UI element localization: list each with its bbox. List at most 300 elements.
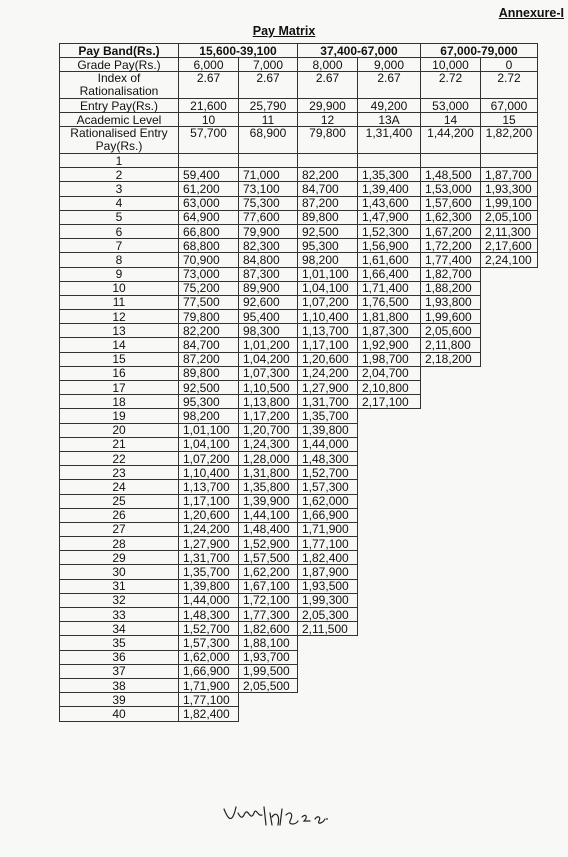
pay-cell: 1,92,900 (358, 338, 421, 352)
pay-cell: 82,300 (239, 239, 298, 253)
pay-cell (421, 466, 481, 480)
stage-row (60, 522, 538, 536)
pay-cell: 1,72,100 (239, 593, 298, 607)
pay-cell (421, 537, 481, 551)
academic-level-cell: 14 (421, 113, 481, 127)
stage-row (60, 451, 538, 465)
pay-cell: 59,400 (179, 168, 239, 182)
stage-number: 14 (60, 338, 179, 352)
academic-level-cell: 11 (239, 113, 298, 127)
stage-row (60, 168, 538, 182)
pay-cell (421, 508, 481, 522)
pay-cell: 1,62,200 (239, 565, 298, 579)
entry-pay-label: Entry Pay(Rs.) (60, 99, 179, 113)
stage-row (60, 239, 538, 253)
pay-cell: 1,17,100 (179, 494, 239, 508)
pay-cell (358, 409, 421, 423)
stage-row (60, 664, 538, 678)
pay-cell (358, 423, 421, 437)
stage-row (60, 678, 538, 692)
pay-cell (239, 154, 298, 168)
pay-cell: 1,44,000 (298, 437, 358, 451)
stage-row (60, 182, 538, 196)
pay-cell: 1,20,700 (239, 423, 298, 437)
stage-row (60, 707, 538, 721)
pay-cell: 84,700 (298, 182, 358, 196)
pay-cell: 1,66,400 (358, 267, 421, 281)
pay-cell: 79,900 (239, 224, 298, 238)
pay-cell (421, 451, 481, 465)
pay-cell: 2,10,800 (358, 381, 421, 395)
stage-row (60, 253, 538, 267)
pay-cell: 1,24,200 (179, 522, 239, 536)
pay-cell: 1,57,300 (298, 480, 358, 494)
pay-cell: 1,57,600 (421, 196, 481, 210)
pay-cell: 1,24,300 (239, 437, 298, 451)
pay-cell: 1,04,100 (179, 437, 239, 451)
pay-cell: 1,35,800 (239, 480, 298, 494)
pay-cell (358, 707, 421, 721)
stage-number: 36 (60, 650, 179, 664)
pay-cell: 2,05,300 (298, 608, 358, 622)
pay-cell (421, 707, 481, 721)
pay-cell: 92,500 (298, 224, 358, 238)
pay-cell (481, 437, 538, 451)
pay-cell: 1,57,500 (239, 551, 298, 565)
pay-cell: 1,93,500 (298, 579, 358, 593)
pay-cell: 1,10,500 (239, 381, 298, 395)
pay-cell: 1,93,700 (239, 650, 298, 664)
pay-cell: 1,07,200 (298, 295, 358, 309)
pay-cell (358, 494, 421, 508)
stage-row (60, 224, 538, 238)
pay-cell (421, 664, 481, 678)
pay-cell (358, 565, 421, 579)
pay-cell: 1,31,700 (298, 395, 358, 409)
stage-row (60, 537, 538, 551)
rationalised-cell: 1,82,200 (481, 127, 538, 154)
pay-cell: 1,10,400 (179, 466, 239, 480)
pay-cell: 1,35,300 (358, 168, 421, 182)
pay-cell: 1,35,700 (298, 409, 358, 423)
stage-number: 29 (60, 551, 179, 565)
index-cell: 2.67 (358, 72, 421, 99)
pay-cell: 98,200 (298, 253, 358, 267)
pay-cell: 1,67,200 (421, 224, 481, 238)
pay-cell: 1,13,800 (239, 395, 298, 409)
pay-cell (421, 366, 481, 380)
stage-row (60, 395, 538, 409)
pay-cell (421, 494, 481, 508)
pay-cell: 1,48,300 (298, 451, 358, 465)
pay-cell (298, 693, 358, 707)
pay-cell (421, 622, 481, 636)
stage-row (60, 508, 538, 522)
pay-cell (481, 650, 538, 664)
stage-row (60, 423, 538, 437)
pay-cell (358, 551, 421, 565)
grade-pay-cell: 8,000 (298, 58, 358, 72)
pay-cell (421, 693, 481, 707)
pay-cell: 2,11,800 (421, 338, 481, 352)
pay-cell: 1,62,000 (298, 494, 358, 508)
pay-cell: 1,52,700 (179, 622, 239, 636)
grade-pay-cell: 6,000 (179, 58, 239, 72)
pay-cell: 1,31,700 (179, 551, 239, 565)
grade-pay-row (60, 58, 538, 72)
stage-row (60, 295, 538, 309)
index-cell: 2.72 (421, 72, 481, 99)
entry-pay-row (60, 99, 538, 113)
stage-number: 5 (60, 210, 179, 224)
pay-cell: 1,43,600 (358, 196, 421, 210)
pay-cell (358, 593, 421, 607)
index-label: Index of Rationalisation (60, 72, 179, 99)
pay-cell (481, 622, 538, 636)
pay-cell: 1,88,100 (239, 636, 298, 650)
pay-cell: 1,52,700 (298, 466, 358, 480)
pay-cell: 1,17,100 (298, 338, 358, 352)
pay-cell: 1,20,600 (298, 352, 358, 366)
pay-cell (481, 423, 538, 437)
academic-level-cell: 12 (298, 113, 358, 127)
pay-cell (421, 154, 481, 168)
pay-cell: 1,77,300 (239, 608, 298, 622)
rationalised-label: Rationalised Entry Pay(Rs.) (60, 127, 179, 154)
pay-cell: 1,72,200 (421, 239, 481, 253)
pay-cell (298, 636, 358, 650)
pay-cell: 82,200 (179, 324, 239, 338)
pay-cell: 1,04,100 (298, 281, 358, 295)
pay-cell: 1,39,800 (179, 579, 239, 593)
stage-row (60, 593, 538, 607)
pay-cell (481, 608, 538, 622)
pay-cell (358, 537, 421, 551)
stage-row (60, 693, 538, 707)
entry-pay-cell: 53,000 (421, 99, 481, 113)
pay-cell: 1,71,900 (179, 678, 239, 692)
stage-row (60, 154, 538, 168)
pay-cell (481, 466, 538, 480)
pay-cell: 1,66,900 (298, 508, 358, 522)
pay-cell (481, 154, 538, 168)
pay-cell (298, 664, 358, 678)
pay-cell (481, 310, 538, 324)
pay-cell: 1,44,000 (179, 593, 239, 607)
pay-cell: 2,18,200 (421, 352, 481, 366)
pay-cell: 95,300 (298, 239, 358, 253)
academic-level-label: Academic Level (60, 113, 179, 127)
pay-cell: 1,82,400 (298, 551, 358, 565)
pay-cell: 92,500 (179, 381, 239, 395)
pay-cell (481, 707, 538, 721)
pay-cell: 71,000 (239, 168, 298, 182)
pay-cell: 1,39,900 (239, 494, 298, 508)
pay-cell (358, 608, 421, 622)
pay-cell: 1,01,200 (239, 338, 298, 352)
pay-cell: 2,05,600 (421, 324, 481, 338)
pay-cell (481, 636, 538, 650)
pay-cell (358, 437, 421, 451)
pay-cell (421, 608, 481, 622)
stage-number: 27 (60, 522, 179, 536)
page-title: Pay Matrix (252, 24, 316, 38)
pay-cell (358, 466, 421, 480)
pay-cell (358, 451, 421, 465)
pay-cell: 1,20,600 (179, 508, 239, 522)
pay-cell: 1,04,200 (239, 352, 298, 366)
pay-cell (421, 650, 481, 664)
entry-pay-cell: 21,600 (179, 99, 239, 113)
pay-cell: 1,07,300 (239, 366, 298, 380)
pay-cell: 89,800 (298, 210, 358, 224)
stage-number: 35 (60, 636, 179, 650)
grade-pay-cell: 0 (481, 58, 538, 72)
grade-pay-label: Grade Pay(Rs.) (60, 58, 179, 72)
entry-pay-cell: 49,200 (358, 99, 421, 113)
pay-cell: 2,11,300 (481, 224, 538, 238)
pay-cell: 73,000 (179, 267, 239, 281)
stage-row (60, 324, 538, 338)
stage-number: 32 (60, 593, 179, 607)
pay-cell (481, 324, 538, 338)
index-cell: 2.67 (298, 72, 358, 99)
pay-band-label: Pay Band(Rs.) (60, 44, 179, 58)
pay-cell (358, 508, 421, 522)
pay-cell: 1,48,500 (421, 168, 481, 182)
pay-cell (481, 537, 538, 551)
stage-row (60, 196, 538, 210)
pay-cell: 77,500 (179, 295, 239, 309)
pay-cell (421, 678, 481, 692)
academic-level-cell: 15 (481, 113, 538, 127)
pay-cell: 1,99,300 (298, 593, 358, 607)
pay-cell: 2,04,700 (358, 366, 421, 380)
entry-pay-cell: 29,900 (298, 99, 358, 113)
pay-cell (358, 693, 421, 707)
stage-number: 34 (60, 622, 179, 636)
stage-number: 1 (60, 154, 179, 168)
stage-row (60, 409, 538, 423)
stage-number: 21 (60, 437, 179, 451)
pay-cell: 1,99,500 (239, 664, 298, 678)
stage-number: 20 (60, 423, 179, 437)
pay-cell: 79,800 (179, 310, 239, 324)
pay-cell (481, 565, 538, 579)
stage-number: 3 (60, 182, 179, 196)
pay-cell (239, 707, 298, 721)
pay-cell: 1,82,700 (421, 267, 481, 281)
pay-cell: 1,48,400 (239, 522, 298, 536)
stage-number: 38 (60, 678, 179, 692)
pay-cell: 1,35,700 (179, 565, 239, 579)
pay-cell: 1,27,900 (179, 537, 239, 551)
rationalised-cell: 1,44,200 (421, 127, 481, 154)
pay-cell (358, 579, 421, 593)
pay-cell (421, 579, 481, 593)
stage-row (60, 480, 538, 494)
pay-cell: 1,71,900 (298, 522, 358, 536)
stage-number: 17 (60, 381, 179, 395)
pay-cell (421, 381, 481, 395)
pay-cell: 1,82,400 (179, 707, 239, 721)
pay-cell (358, 664, 421, 678)
pay-cell: 89,800 (179, 366, 239, 380)
stage-row (60, 310, 538, 324)
pay-cell (481, 381, 538, 395)
stage-row (60, 551, 538, 565)
stage-number: 37 (60, 664, 179, 678)
pay-cell (481, 352, 538, 366)
stage-number: 23 (60, 466, 179, 480)
pay-cell: 1,62,300 (421, 210, 481, 224)
pay-cell: 89,900 (239, 281, 298, 295)
rationalised-cell: 57,700 (179, 127, 239, 154)
pay-cell (481, 678, 538, 692)
pay-cell: 1,01,100 (298, 267, 358, 281)
pay-cell (421, 409, 481, 423)
rationalised-row (60, 127, 538, 154)
stage-number: 39 (60, 693, 179, 707)
pay-cell: 1,31,800 (239, 466, 298, 480)
pay-cell: 92,600 (239, 295, 298, 309)
pay-cell: 1,88,200 (421, 281, 481, 295)
pay-band-1: 15,600-39,100 (179, 44, 298, 58)
index-cell: 2.72 (481, 72, 538, 99)
pay-cell: 1,39,400 (358, 182, 421, 196)
rationalised-cell: 68,900 (239, 127, 298, 154)
stage-number: 24 (60, 480, 179, 494)
pay-cell: 73,100 (239, 182, 298, 196)
stage-row (60, 352, 538, 366)
pay-cell: 2,17,100 (358, 395, 421, 409)
pay-cell: 2,24,100 (481, 253, 538, 267)
stage-number: 30 (60, 565, 179, 579)
pay-cell: 64,900 (179, 210, 239, 224)
stage-row (60, 494, 538, 508)
pay-cell (481, 338, 538, 352)
pay-cell: 1,27,900 (298, 381, 358, 395)
pay-cell (481, 579, 538, 593)
pay-cell (358, 678, 421, 692)
stage-number: 26 (60, 508, 179, 522)
pay-cell: 1,47,900 (358, 210, 421, 224)
pay-cell: 2,05,500 (239, 678, 298, 692)
pay-cell (481, 395, 538, 409)
pay-cell: 1,61,600 (358, 253, 421, 267)
pay-cell (421, 593, 481, 607)
pay-cell: 1,10,400 (298, 310, 358, 324)
pay-cell: 84,800 (239, 253, 298, 267)
pay-cell (481, 551, 538, 565)
pay-band-3: 67,000-79,000 (421, 44, 538, 58)
entry-pay-cell: 25,790 (239, 99, 298, 113)
pay-cell: 1,81,800 (358, 310, 421, 324)
academic-level-cell: 13A (358, 113, 421, 127)
stage-number: 11 (60, 295, 179, 309)
pay-cell (421, 565, 481, 579)
pay-cell: 1,77,400 (421, 253, 481, 267)
stage-row (60, 281, 538, 295)
pay-cell: 1,77,100 (179, 693, 239, 707)
pay-cell (421, 423, 481, 437)
pay-cell (481, 281, 538, 295)
stage-row (60, 366, 538, 380)
pay-cell (358, 480, 421, 494)
stage-number: 19 (60, 409, 179, 423)
stage-row (60, 381, 538, 395)
pay-cell (358, 650, 421, 664)
pay-cell (358, 622, 421, 636)
pay-cell (298, 707, 358, 721)
pay-cell: 2,05,100 (481, 210, 538, 224)
pay-cell: 1,99,100 (481, 196, 538, 210)
stage-row (60, 636, 538, 650)
pay-cell: 87,200 (298, 196, 358, 210)
pay-cell: 1,87,700 (481, 168, 538, 182)
pay-matrix-table (59, 43, 538, 722)
stage-number: 25 (60, 494, 179, 508)
pay-cell: 1,98,700 (358, 352, 421, 366)
pay-cell (481, 693, 538, 707)
pay-cell: 1,56,900 (358, 239, 421, 253)
pay-cell: 1,71,400 (358, 281, 421, 295)
pay-cell: 1,52,900 (239, 537, 298, 551)
stage-row (60, 338, 538, 352)
pay-cell (481, 451, 538, 465)
stage-row (60, 267, 538, 281)
pay-cell: 1,87,300 (358, 324, 421, 338)
pay-cell (481, 366, 538, 380)
stage-number: 22 (60, 451, 179, 465)
pay-cell (421, 437, 481, 451)
pay-cell: 1,99,600 (421, 310, 481, 324)
stage-number: 8 (60, 253, 179, 267)
stage-number: 40 (60, 707, 179, 721)
stage-number: 7 (60, 239, 179, 253)
pay-cell: 1,13,700 (179, 480, 239, 494)
pay-cell: 1,93,800 (421, 295, 481, 309)
stage-row (60, 565, 538, 579)
pay-cell (358, 522, 421, 536)
pay-cell (421, 480, 481, 494)
index-cell: 2.67 (239, 72, 298, 99)
stage-row (60, 210, 538, 224)
index-cell: 2.67 (179, 72, 239, 99)
stage-row (60, 437, 538, 451)
grade-pay-cell: 7,000 (239, 58, 298, 72)
pay-cell: 1,57,300 (179, 636, 239, 650)
pay-cell: 95,300 (179, 395, 239, 409)
stage-number: 6 (60, 224, 179, 238)
pay-cell: 87,200 (179, 352, 239, 366)
pay-cell: 1,67,100 (239, 579, 298, 593)
pay-cell (421, 551, 481, 565)
pay-cell (481, 295, 538, 309)
stage-row (60, 608, 538, 622)
pay-cell (481, 508, 538, 522)
pay-cell: 82,200 (298, 168, 358, 182)
academic-level-row (60, 113, 538, 127)
stage-row (60, 466, 538, 480)
pay-cell (481, 664, 538, 678)
stage-number: 10 (60, 281, 179, 295)
pay-cell: 1,52,300 (358, 224, 421, 238)
pay-cell (239, 693, 298, 707)
pay-cell (358, 154, 421, 168)
pay-cell: 1,82,600 (239, 622, 298, 636)
pay-cell: 1,13,700 (298, 324, 358, 338)
